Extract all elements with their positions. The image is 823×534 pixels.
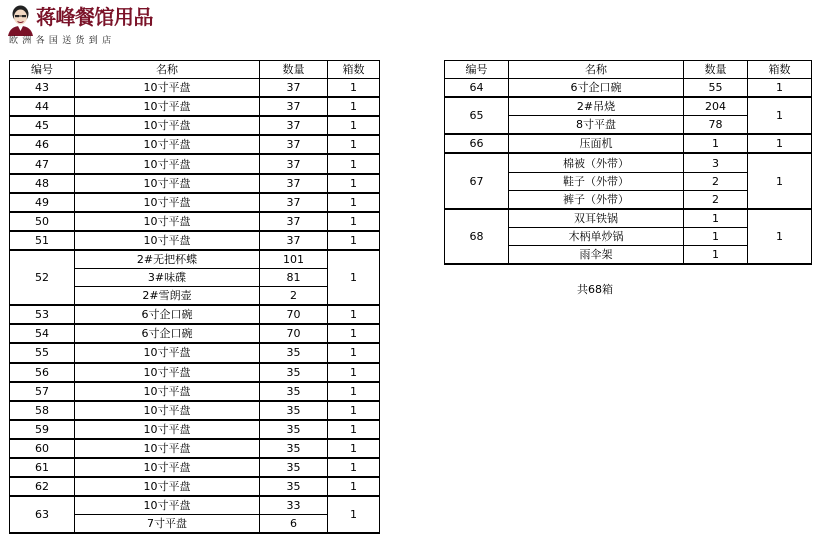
quantity-cell: 1 <box>684 209 748 228</box>
item-name-cell: 3#味碟 <box>75 269 260 287</box>
item-name-cell: 10寸平盘 <box>75 477 260 496</box>
box-group <box>10 324 380 343</box>
box-count-cell: 1 <box>328 477 380 496</box>
box-group <box>10 174 380 193</box>
box-number-cell: 43 <box>10 79 75 98</box>
table-row <box>445 153 812 172</box>
box-count-cell: 1 <box>748 134 812 153</box>
box-number-cell: 56 <box>10 363 75 382</box>
item-name-cell: 10寸平盘 <box>75 174 260 193</box>
column-header: 编号 <box>445 61 509 79</box>
item-name-cell: 6寸企口碗 <box>509 79 684 98</box>
box-count-cell: 1 <box>328 250 380 305</box>
item-name-cell: 10寸平盘 <box>75 79 260 98</box>
total-boxes-note: 共68箱 <box>577 283 613 296</box>
item-name-cell: 8寸平盘 <box>509 116 684 135</box>
quantity-cell: 37 <box>260 212 328 231</box>
quantity-cell: 35 <box>260 363 328 382</box>
box-group <box>10 305 380 324</box>
item-name-cell: 10寸平盘 <box>75 116 260 135</box>
item-name-cell: 棉被（外带） <box>509 153 684 172</box>
box-number-cell: 57 <box>10 382 75 401</box>
quantity-cell: 37 <box>260 116 328 135</box>
box-number-cell: 60 <box>10 439 75 458</box>
item-name-cell: 木柄单炒锅 <box>509 227 684 245</box>
table-row <box>10 174 380 193</box>
box-group <box>445 209 812 264</box>
chef-portrait-icon <box>7 4 34 36</box>
box-number-cell: 64 <box>445 79 509 98</box>
quantity-cell: 35 <box>260 343 328 362</box>
quantity-cell: 81 <box>260 269 328 287</box>
table-row <box>10 250 380 269</box>
box-count-cell: 1 <box>328 305 380 324</box>
item-name-cell: 雨伞架 <box>509 245 684 264</box>
box-count-cell: 1 <box>328 193 380 212</box>
box-group <box>10 363 380 382</box>
quantity-cell: 101 <box>260 250 328 269</box>
quantity-cell: 37 <box>260 97 328 116</box>
box-group <box>10 458 380 477</box>
box-group <box>10 79 380 98</box>
item-name-cell: 10寸平盘 <box>75 212 260 231</box>
table-row <box>10 97 380 116</box>
box-group <box>10 439 380 458</box>
quantity-cell: 204 <box>684 97 748 116</box>
box-count-cell: 1 <box>328 174 380 193</box>
box-number-cell: 48 <box>10 174 75 193</box>
box-group <box>10 401 380 420</box>
box-number-cell: 62 <box>10 477 75 496</box>
item-name-cell: 10寸平盘 <box>75 401 260 420</box>
box-group <box>10 382 380 401</box>
table-row <box>445 134 812 153</box>
quantity-cell: 37 <box>260 231 328 250</box>
item-name-cell: 10寸平盘 <box>75 439 260 458</box>
table-row <box>10 305 380 324</box>
box-number-cell: 54 <box>10 324 75 343</box>
item-name-cell: 10寸平盘 <box>75 231 260 250</box>
box-number-cell: 58 <box>10 401 75 420</box>
quantity-cell: 33 <box>260 496 328 515</box>
table-row <box>10 496 380 515</box>
column-header: 数量 <box>260 61 328 79</box>
column-header: 名称 <box>509 61 684 79</box>
table-row <box>10 135 380 154</box>
box-count-cell: 1 <box>328 116 380 135</box>
table-row <box>10 458 380 477</box>
item-name-cell: 10寸平盘 <box>75 154 260 173</box>
item-name-cell: 2#无把杯蝶 <box>75 250 260 269</box>
box-number-cell: 68 <box>445 209 509 264</box>
box-count-cell: 1 <box>328 135 380 154</box>
box-count-cell: 1 <box>328 458 380 477</box>
item-name-cell: 裤子（外带） <box>509 190 684 209</box>
box-group <box>10 250 380 305</box>
quantity-cell: 78 <box>684 116 748 135</box>
quantity-cell: 35 <box>260 439 328 458</box>
item-name-cell: 鞋子（外带） <box>509 172 684 190</box>
box-number-cell: 52 <box>10 250 75 305</box>
item-name-cell: 10寸平盘 <box>75 193 260 212</box>
table-row <box>445 97 812 116</box>
item-name-cell: 6寸企口碗 <box>75 324 260 343</box>
quantity-cell: 6 <box>260 515 328 534</box>
item-name-cell: 压面机 <box>509 134 684 153</box>
box-count-cell: 1 <box>748 209 812 264</box>
box-count-cell: 1 <box>748 79 812 98</box>
box-count-cell: 1 <box>328 496 380 533</box>
column-header: 箱数 <box>328 61 380 79</box>
table-row <box>10 382 380 401</box>
item-name-cell: 双耳铁锅 <box>509 209 684 228</box>
table-row <box>10 439 380 458</box>
table-row <box>10 363 380 382</box>
box-count-cell: 1 <box>328 382 380 401</box>
quantity-cell: 35 <box>260 382 328 401</box>
table-row <box>10 193 380 212</box>
box-count-cell: 1 <box>328 79 380 98</box>
box-group <box>10 97 380 116</box>
quantity-cell: 37 <box>260 135 328 154</box>
quantity-cell: 2 <box>684 190 748 209</box>
packing-list-table-left <box>9 60 380 534</box>
quantity-cell: 37 <box>260 79 328 98</box>
item-name-cell: 7寸平盘 <box>75 515 260 534</box>
item-name-cell: 2#雪朗壶 <box>75 287 260 306</box>
item-name-cell: 10寸平盘 <box>75 135 260 154</box>
column-header: 编号 <box>10 61 75 79</box>
quantity-cell: 70 <box>260 324 328 343</box>
box-count-cell: 1 <box>328 363 380 382</box>
header-row <box>10 61 380 79</box>
quantity-cell: 35 <box>260 420 328 439</box>
box-number-cell: 66 <box>445 134 509 153</box>
box-count-cell: 1 <box>748 97 812 134</box>
packing-list-table-right <box>444 60 812 265</box>
item-name-cell: 10寸平盘 <box>75 363 260 382</box>
box-group <box>445 153 812 208</box>
box-group <box>10 420 380 439</box>
item-name-cell: 10寸平盘 <box>75 496 260 515</box>
box-number-cell: 46 <box>10 135 75 154</box>
item-name-cell: 10寸平盘 <box>75 420 260 439</box>
column-header: 箱数 <box>748 61 812 79</box>
box-group <box>445 134 812 153</box>
quantity-cell: 3 <box>684 153 748 172</box>
table-row <box>10 231 380 250</box>
box-group <box>10 496 380 533</box>
item-name-cell: 6寸企口碗 <box>75 305 260 324</box>
box-number-cell: 61 <box>10 458 75 477</box>
item-name-cell: 10寸平盘 <box>75 458 260 477</box>
box-number-cell: 55 <box>10 343 75 362</box>
quantity-cell: 70 <box>260 305 328 324</box>
box-group <box>10 212 380 231</box>
table-row <box>10 324 380 343</box>
box-count-cell: 1 <box>328 97 380 116</box>
box-count-cell: 1 <box>328 401 380 420</box>
quantity-cell: 2 <box>260 287 328 306</box>
table-row <box>10 116 380 135</box>
table-row <box>445 209 812 228</box>
quantity-cell: 1 <box>684 134 748 153</box>
item-name-cell: 2#吊烧 <box>509 97 684 116</box>
box-count-cell: 1 <box>328 231 380 250</box>
box-group <box>10 116 380 135</box>
quantity-cell: 35 <box>260 401 328 420</box>
box-number-cell: 65 <box>445 97 509 134</box>
quantity-cell: 37 <box>260 193 328 212</box>
table-row <box>10 420 380 439</box>
quantity-cell: 35 <box>260 477 328 496</box>
table-row <box>445 79 812 98</box>
table-row <box>10 79 380 98</box>
box-number-cell: 44 <box>10 97 75 116</box>
item-name-cell: 10寸平盘 <box>75 382 260 401</box>
box-number-cell: 49 <box>10 193 75 212</box>
box-count-cell: 1 <box>328 439 380 458</box>
box-number-cell: 59 <box>10 420 75 439</box>
table-row <box>10 477 380 496</box>
brand-tagline: 欧洲各国送货到店 <box>9 36 116 46</box>
box-group <box>445 97 812 134</box>
box-number-cell: 63 <box>10 496 75 533</box>
table-row <box>10 343 380 362</box>
box-count-cell: 1 <box>328 212 380 231</box>
header-row <box>445 61 812 79</box>
quantity-cell: 37 <box>260 174 328 193</box>
column-header: 数量 <box>684 61 748 79</box>
box-count-cell: 1 <box>328 343 380 362</box>
box-group <box>445 79 812 98</box>
box-count-cell: 1 <box>328 420 380 439</box>
box-number-cell: 50 <box>10 212 75 231</box>
box-number-cell: 53 <box>10 305 75 324</box>
box-count-cell: 1 <box>328 154 380 173</box>
column-header: 名称 <box>75 61 260 79</box>
quantity-cell: 35 <box>260 458 328 477</box>
brand-name: 蒋峰餐馆用品 <box>36 5 153 29</box>
box-group <box>10 231 380 250</box>
company-logo <box>5 2 153 48</box>
item-name-cell: 10寸平盘 <box>75 343 260 362</box>
box-count-cell: 1 <box>748 153 812 208</box>
quantity-cell: 1 <box>684 227 748 245</box>
item-name-cell: 10寸平盘 <box>75 97 260 116</box>
box-number-cell: 51 <box>10 231 75 250</box>
box-number-cell: 47 <box>10 154 75 173</box>
box-group <box>10 135 380 154</box>
box-group <box>10 477 380 496</box>
box-number-cell: 67 <box>445 153 509 208</box>
box-count-cell: 1 <box>328 324 380 343</box>
quantity-cell: 2 <box>684 172 748 190</box>
box-group <box>10 154 380 173</box>
box-group <box>10 193 380 212</box>
quantity-cell: 1 <box>684 245 748 264</box>
table-row <box>10 401 380 420</box>
quantity-cell: 37 <box>260 154 328 173</box>
quantity-cell: 55 <box>684 79 748 98</box>
table-row <box>10 212 380 231</box>
table-row <box>10 154 380 173</box>
box-group <box>10 343 380 362</box>
box-number-cell: 45 <box>10 116 75 135</box>
